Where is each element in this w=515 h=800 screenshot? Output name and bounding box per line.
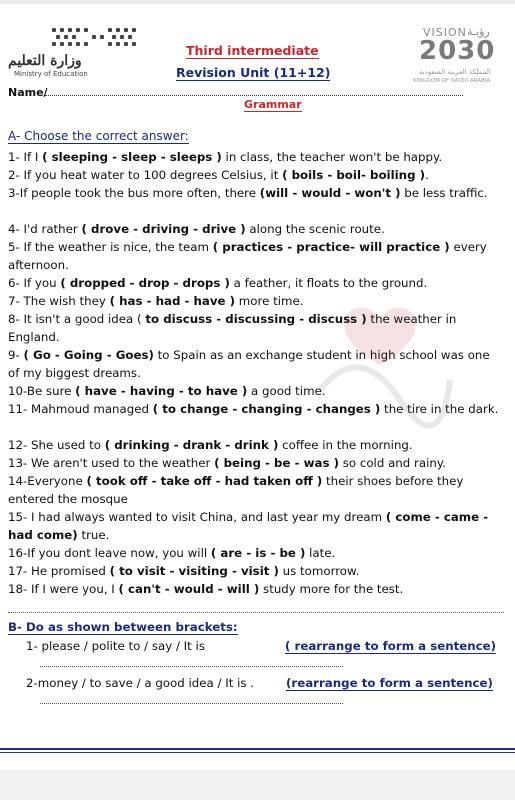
question-text-end: coffee in the morning. xyxy=(278,438,413,452)
question-item xyxy=(8,184,503,202)
worksheet-title: Third intermediate xyxy=(186,43,319,58)
question-item xyxy=(8,346,503,382)
bottom-frame-line-thin xyxy=(0,752,515,753)
question-text: 13- We aren't used to the weather xyxy=(8,456,215,470)
question-text: 5- If the weather is nice, the team xyxy=(8,240,213,254)
name-label: Name/ xyxy=(8,86,48,99)
section-b-item-1: 1- please / polite to / say / It is xyxy=(26,639,205,653)
question-text: 12- She used to xyxy=(8,438,105,452)
question-item xyxy=(8,436,503,454)
question-item xyxy=(8,400,503,418)
question-item xyxy=(8,454,503,472)
question-item xyxy=(8,166,503,184)
answer-options[interactable]: ( dropped - drop - drops ) xyxy=(60,276,230,290)
footer-area xyxy=(0,770,515,800)
question-item xyxy=(8,580,503,598)
question-item xyxy=(8,544,503,562)
question-item xyxy=(8,508,503,544)
answer-line-1[interactable] xyxy=(40,666,343,667)
question-text: 7- The wish they xyxy=(8,294,110,308)
section-b-instruction-2: (rearrange to form a sentence) xyxy=(286,676,493,690)
answer-options[interactable]: ( can't - would - will ) xyxy=(118,582,260,596)
question-text: 9- xyxy=(8,348,24,362)
section-divider xyxy=(8,612,504,613)
question-item xyxy=(8,238,503,274)
question-text-end: be less traffic. xyxy=(400,186,488,200)
ministry-name-arabic: وزارة التعليم xyxy=(8,53,82,69)
question-text: 10-Be sure xyxy=(8,384,76,398)
answer-options[interactable]: ( have - having - to have ) xyxy=(75,384,248,398)
question-text: 14-Everyone xyxy=(8,474,87,488)
question-text-end: . xyxy=(425,168,429,182)
question-item xyxy=(8,382,503,400)
answer-line-2[interactable] xyxy=(40,703,343,704)
vision-country-english: KINGDOM OF SAUDI ARABIA xyxy=(413,78,491,84)
question-text-end: true. xyxy=(77,528,110,543)
ministry-logo xyxy=(6,26,136,86)
question-item xyxy=(8,472,503,508)
question-text-end: late. xyxy=(305,546,336,560)
question-text: 15- I had always wanted to visit China, and last year my dream xyxy=(8,510,386,524)
question-text: 11- Mahmoud managed xyxy=(8,402,153,416)
section-heading-grammar: Grammar xyxy=(244,98,302,111)
answer-options[interactable]: ( practices - practice- will practice ) xyxy=(212,240,450,254)
question-text-end: along the scenic route. xyxy=(245,222,385,236)
vision-arabic: رؤيـة xyxy=(467,25,490,38)
question-item xyxy=(8,148,503,166)
question-text-end: in class, the teacher won't be happy. xyxy=(221,150,443,164)
question-text-end: the weather in England. xyxy=(8,312,457,345)
answer-options[interactable]: ( to visit - visiting - visit ) xyxy=(109,564,279,578)
vision-2030-logo xyxy=(405,26,510,86)
section-b-title: B- Do as shown between brackets: xyxy=(8,620,238,634)
answer-options[interactable]: ( to change - changing - changes ) xyxy=(152,402,381,416)
answer-options[interactable]: ( has - had - have ) xyxy=(109,294,236,308)
question-text: 1- If I xyxy=(8,150,43,164)
ministry-logo-mark xyxy=(50,26,140,48)
question-item xyxy=(8,220,503,238)
answer-options[interactable]: ( drinking - drank - drink ) xyxy=(104,438,279,452)
section-b-item-2: 2-money / to save / a good idea / It is . xyxy=(26,676,254,690)
answer-options[interactable]: ( come - came - had come) xyxy=(8,510,489,543)
answer-options[interactable]: ( Go - Going - Goes) xyxy=(23,348,154,362)
answer-options[interactable]: ( being - be - was ) xyxy=(214,456,339,470)
answer-options[interactable]: ( sleeping - sleep - sleeps ) xyxy=(42,150,222,164)
question-text-end: so cold and rainy. xyxy=(338,456,446,470)
question-item xyxy=(8,292,503,310)
question-text: 18- If I were you, I xyxy=(8,582,119,596)
answer-options[interactable]: ( are - is - be ) xyxy=(210,546,306,560)
question-text: 4- I'd rather xyxy=(8,222,82,236)
question-item xyxy=(8,562,503,580)
answer-options[interactable]: (will - would - won't ) xyxy=(259,186,401,200)
answer-options[interactable]: to discuss - discussing - discuss ) xyxy=(145,312,367,326)
question-text: 16-If you dont leave now, you will xyxy=(8,546,211,560)
answer-options[interactable]: ( boils - boil- boiling ) xyxy=(282,168,426,182)
vision-year: 2030 xyxy=(419,36,496,66)
answer-options[interactable]: ( took off - take off - had taken off ) xyxy=(86,474,323,488)
question-text-end: every afternoon. xyxy=(8,240,487,273)
worksheet-subtitle: Revision Unit (11+12) xyxy=(176,65,331,80)
question-item xyxy=(8,310,503,346)
question-text-end: a good time. xyxy=(247,384,326,398)
top-border xyxy=(0,0,515,4)
question-text: 17- He promised xyxy=(8,564,110,578)
vision-word: VISION xyxy=(423,26,467,39)
question-item xyxy=(8,274,503,292)
question-text: 2- If you heat water to 100 degrees Celsius, it xyxy=(8,168,283,182)
section-a-title: A- Choose the correct answer: xyxy=(8,129,189,143)
question-text: 6- If you xyxy=(8,276,61,290)
question-text-end: their shoes before they entered the mosque xyxy=(8,474,464,507)
bottom-frame-line xyxy=(0,748,515,750)
question-text-end: the tire in the dark. xyxy=(380,402,499,416)
name-field-line[interactable] xyxy=(45,95,463,96)
question-text-end: us tomorrow. xyxy=(278,564,360,578)
question-text-end: study more for the test. xyxy=(259,582,404,596)
question-text-end: to Spain as an exchange student in high school was one of my biggest dreams. xyxy=(8,348,490,381)
vision-country-arabic: المملكة العربية السعودية xyxy=(419,68,491,76)
question-text-end: more time. xyxy=(235,294,304,308)
question-text: 8- It isn't a good idea ( xyxy=(8,312,146,326)
section-b-instruction-1: ( rearrange to form a sentence) xyxy=(285,639,497,653)
question-text-end: a feather, it floats to the ground. xyxy=(229,276,428,290)
ministry-name-english: Ministry of Education xyxy=(14,70,88,78)
answer-options[interactable]: ( drove - driving - drive ) xyxy=(81,222,246,236)
question-text: 3-If people took the bus more often, there xyxy=(8,186,260,200)
